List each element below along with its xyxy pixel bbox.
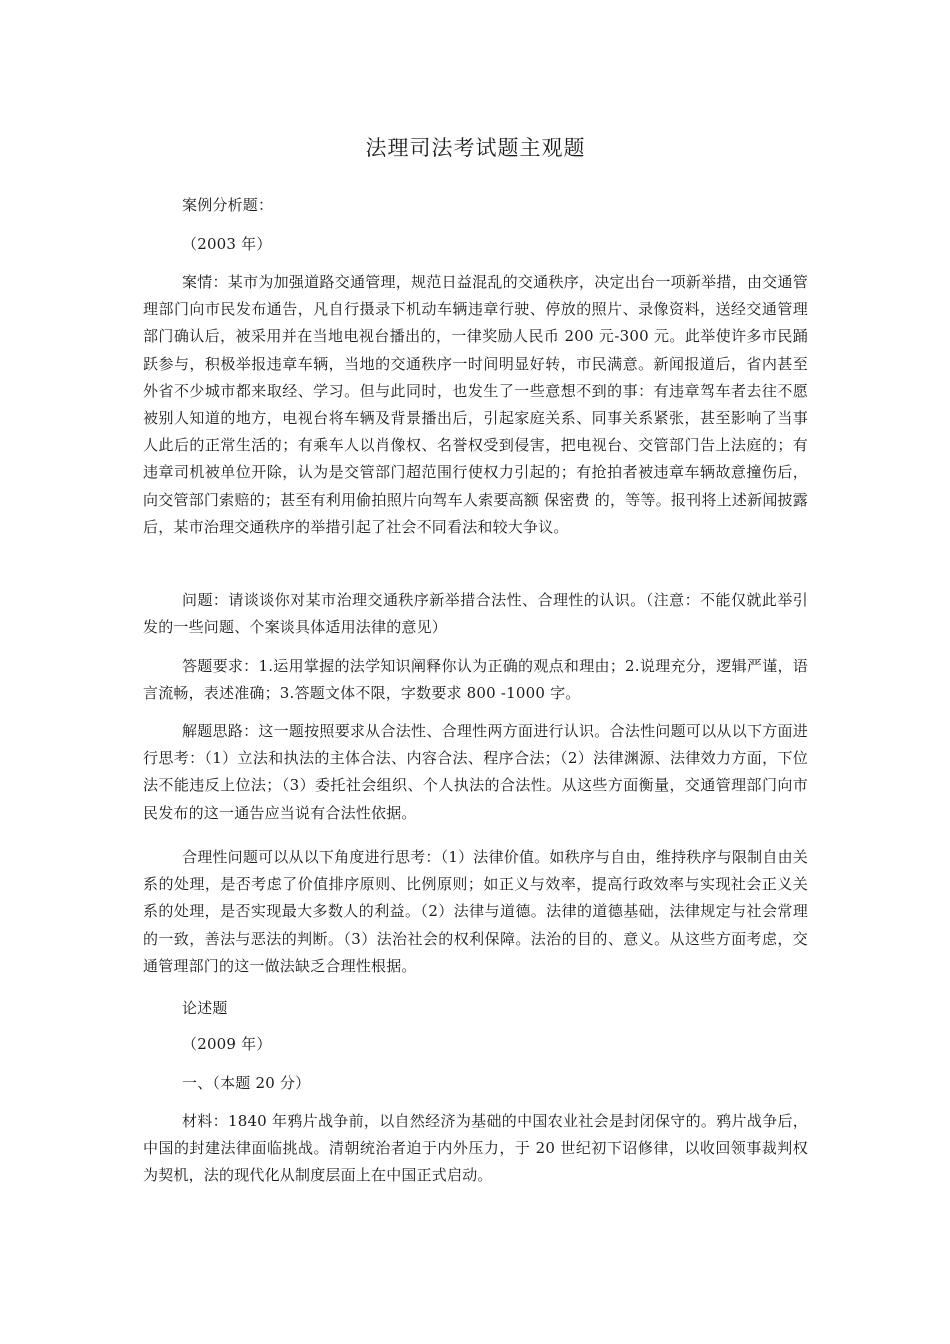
document-title: 法理司法考试题主观题 xyxy=(365,136,586,160)
solution-approach-paragraph: 解题思路：这一题按照要求从合法性、合理性两方面进行认识。合法性问题可以从以下方面进行思考：（1）立法和执法的主体合法、内容合法、程序合法；（2）法律渊源、法律效力方面，下位法不能违反上位法；（3）委托社会组织、个人执法的合法性。从这些方面衡量，交通管理部门向市民发布的这一通告应当说有合法性依据。 xyxy=(143,722,808,822)
question-paragraph: 问题：请谈谈你对某市治理交通秩序新举措合法性、合理性的认识。（注意：不能仅就此举引发的一些问题、个案谈具体适用法律的意见） xyxy=(143,591,808,637)
section-heading-essay: 论述题 xyxy=(182,999,228,1017)
answer-requirements-paragraph: 答题要求：1.运用掌握的法学知识阐释你认为正确的观点和理由；2.说理充分，逻辑严谨，语言流畅，表述准确；3.答题文体不限，字数要求 800 -1000 字。 xyxy=(143,657,808,703)
reasonableness-paragraph: 合理性问题可以从以下角度进行思考：（1）法律价值。如秩序与自由，维持秩序与限制自由关系的处理，是否考虑了价值排序原则、比例原则；如正义与效率，提高行政效率与实现社会正义关系的处理，是否实现最大多数人的利益。（2）法律与道德。法律的道德基础，法律规定与社会常理的一致，善法与恶法的判断。（3）法治社会的权利保障。法治的目的、意义。从这些方面考虑，交通管理部门的这一做法缺乏合理性根据。 xyxy=(143,848,808,975)
section-heading-case-analysis: 案例分析题： xyxy=(182,196,274,214)
question-one-heading: 一、（本题 20 分） xyxy=(182,1074,311,1092)
year-label-2009: （2009 年） xyxy=(182,1035,272,1053)
year-label-2003: （2003 年） xyxy=(182,235,272,253)
case-facts-paragraph: 案情：某市为加强道路交通管理，规范日益混乱的交通秩序，决定出台一项新举措，由交通管理部门向市民发布通告，凡自行摄录下机动车辆违章行驶、停放的照片、录像资料，送经交通管理部门确认后，被采用并在当地电视台播出的，一律奖励人民币 200 元-300 元。此举使许多市民踊跃参与，积极举报违章车辆，当地的交通秩序一时间明显好转，市民满意。新闻报道后，省内甚至外省不少城市都来取经、学习。但与此同时，也发生了一些意想不到的事：有违章驾车者去往不愿被别人知道的地方，电视台将车辆及背景播出后，引起家庭关系、同事关系紧张，甚至影响了当事人此后的正常生活的；有乘车人以肖像权、名誉权受到侵害，把电视台、交管部门告上法庭的；有违章司机被单位开除，认为是交管部门超范围行使权力引起的；有抢拍者被违章车辆故意撞伤后，向交管部门索赔的；甚至有利用偷拍照片向驾车人索要高额 保密费 的，等等。报刊将上述新闻披露后，某市治理交通秩序的举措引起了社会不同看法和较大争议。 xyxy=(143,273,808,536)
material-paragraph: 材料：1840 年鸦片战争前，以自然经济为基础的中国农业社会是封闭保守的。鸦片战争后，中国的封建法律面临挑战。清朝统治者迫于内外压力，于 20 世纪初下诏修律，以收回领事裁判权为契机，法的现代化从制度层面上在中国正式启动。 xyxy=(143,1112,808,1185)
